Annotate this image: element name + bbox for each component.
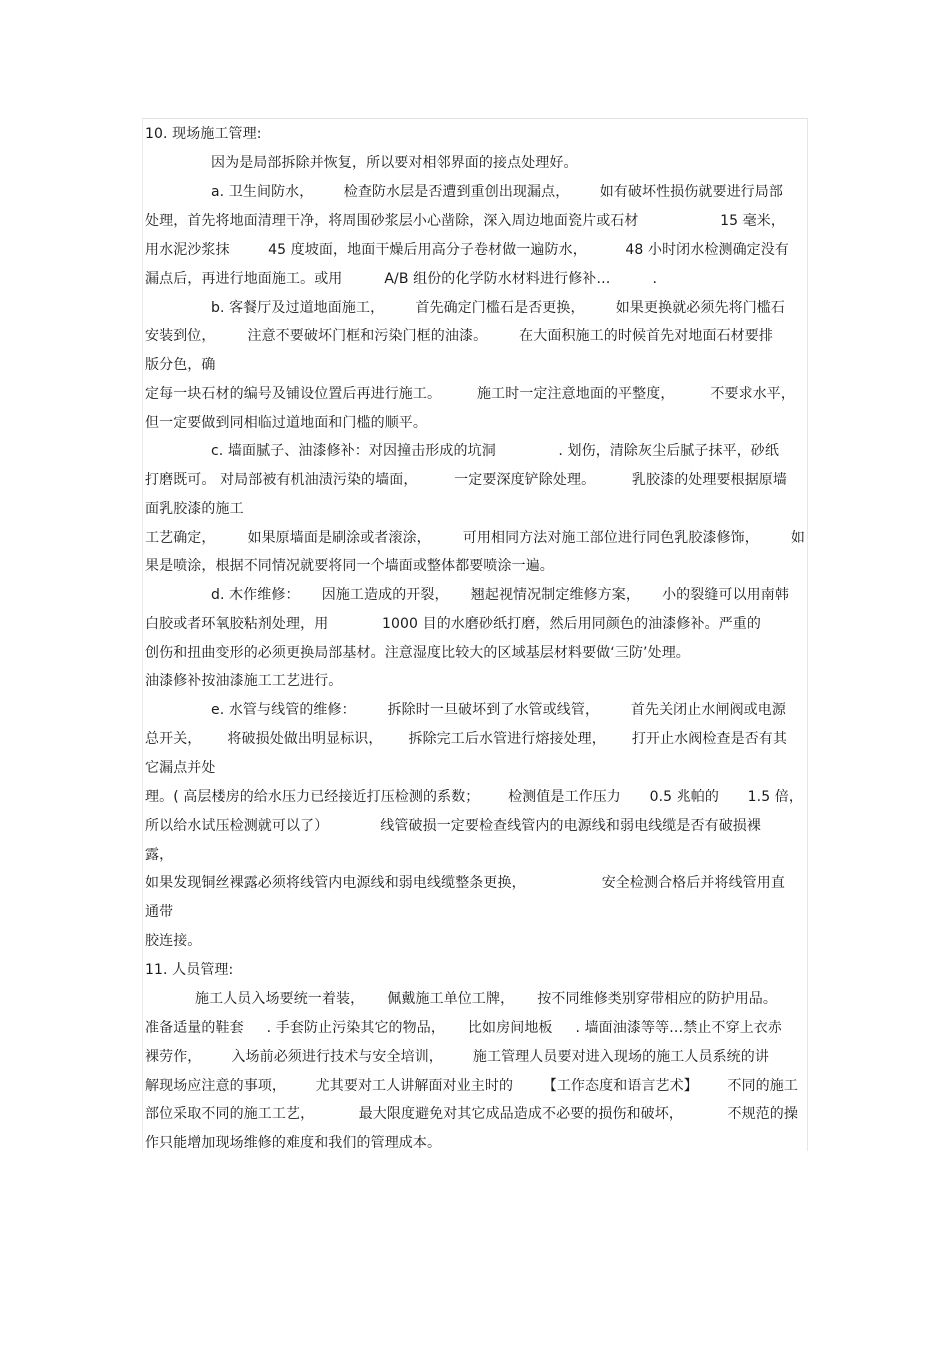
item-b-line-3: 版分色，确 — [145, 357, 216, 373]
item-e-line-4: 理。( 高层楼房的给水压力已经接近打压检测的系数； 检测值是工作压力 0.5 兆帕的 1.5 倍， — [145, 789, 803, 805]
section-11-line-5: 部位采取不同的施工工艺， 最大限度避免对其它成品造成不必要的损伤和破坏， 不规范的操 — [145, 1106, 798, 1122]
section-11-line-4: 解现场应注意的事项， 尤其要对工人讲解面对业主时的 【工作态度和语言艺术】 不同的施工 — [145, 1078, 798, 1094]
item-e-line-6: 露， — [145, 847, 174, 863]
item-d-line-4: 油漆修补按油漆施工工艺进行。 — [145, 673, 343, 689]
item-a-line-4: 漏点后，再进行地面施工。或用 A/B 组份的化学防水材料进行修补… . — [145, 271, 657, 287]
item-e-line-2: 总开关， 将破损处做出明显标识， 拆除完工后水管进行熔接处理， 打开止水阀检查是否有其 — [145, 731, 787, 747]
section-11-line-1: 施工人员入场要统一着装， 佩戴施工单位工牌， 按不同维修类别穿带相应的防护用品。 — [195, 991, 777, 1007]
item-a-line-2: 处理，首先将地面清理干净，将周围砂浆层小心凿除，深入周边地面瓷片或石材 15 毫米， — [145, 213, 785, 229]
item-e-line-5: 所以给水试压检测就可以了） 线管破损一定要检查线管内的电源线和弱电线缆是否有破损裸 — [145, 818, 761, 834]
item-b-line-2: 安装到位， 注意不要破坏门框和污染门框的油漆。 在大面积施工的时候首先对地面石材要排 — [145, 328, 773, 344]
section-11-line-2: 准备适量的鞋套 . 手套防止污染其它的物品， 比如房间地板 . 墙面油漆等等…禁止不穿上衣赤 — [145, 1020, 782, 1036]
item-e-line-7: 如果发现铜丝裸露必须将线管内电源线和弱电线缆整条更换， 安全检测合格后并将线管用直 — [145, 875, 785, 891]
item-e-line-8: 通带 — [145, 904, 174, 920]
item-d-line-2: 白胶或者环氧胶粘剂处理，用 1000 目的水磨砂纸打磨，然后用同颜色的油漆修补。严重的 — [145, 616, 761, 632]
item-e-line-3: 它漏点并处 — [145, 760, 216, 776]
item-d-line-3: 创伤和扭曲变形的必须更换局部基材。注意湿度比较大的区域基层材料要做‘三防’处理。 — [145, 645, 690, 661]
item-c-line-4: 工艺确定， 如果原墙面是刷涂或者滚涂， 可用相同方法对施工部位进行同色乳胶漆修饰， 如 — [145, 530, 805, 546]
item-d-line-1: d. 木作维修： 因施工造成的开裂， 翘起视情况制定维修方案， 小的裂缝可以用南韩 — [211, 587, 789, 603]
section-11-heading: 11. 人员管理: — [145, 962, 234, 978]
item-e-line-9: 胶连接。 — [145, 933, 202, 949]
section-11-line-6: 作只能增加现场维修的难度和我们的管理成本。 — [145, 1135, 442, 1151]
item-b-line-1: b. 客餐厅及过道地面施工， 首先确定门槛石是否更换， 如果更换就必须先将门槛石 — [211, 300, 785, 316]
item-c-line-3: 面乳胶漆的施工 — [145, 501, 244, 517]
item-c-line-5: 果是喷涂，根据不同情况就要将同一个墙面或整体都要喷涂一遍。 — [145, 558, 554, 574]
item-c-line-1: c. 墙面腻子、油漆修补：对因撞击形成的坑洞 . 划伤，清除灰尘后腻子抹平，砂纸 — [211, 443, 779, 459]
item-c-line-2: 打磨既可。 对局部被有机油渍污染的墙面， 一定要深度铲除处理。 乳胶漆的处理要根据原墙 — [145, 472, 787, 488]
item-a-line-3: 用水泥沙浆抹 45 度坡面，地面干燥后用高分子卷材做一遍防水， 48 小时闭水检测确定没有 — [145, 242, 789, 258]
item-b-line-5: 但一定要做到同相临过道地面和门槛的顺平。 — [145, 415, 427, 431]
section-10-heading: 10. 现场施工管理: — [145, 126, 262, 142]
item-a-line-1: a. 卫生间防水， 检查防水层是否遭到重创出现漏点， 如有破坏性损伤就要进行局部 — [211, 184, 783, 200]
item-e-line-1: e. 水管与线管的维修： 拆除时一旦破坏到了水管或线管， 首先关闭止水闸阀或电源 — [211, 702, 786, 718]
section-11-line-3: 裸劳作， 入场前必须进行技术与安全培训， 施工管理人员要对进入现场的施工人员系统的讲 — [145, 1049, 769, 1065]
section-10-intro: 因为是局部拆除并恢复，所以要对相邻界面的接点处理好。 — [211, 155, 578, 171]
item-b-line-4: 定每一块石材的编号及铺设位置后再进行施工。 施工时一定注意地面的平整度， 不要求水平， — [145, 386, 795, 402]
